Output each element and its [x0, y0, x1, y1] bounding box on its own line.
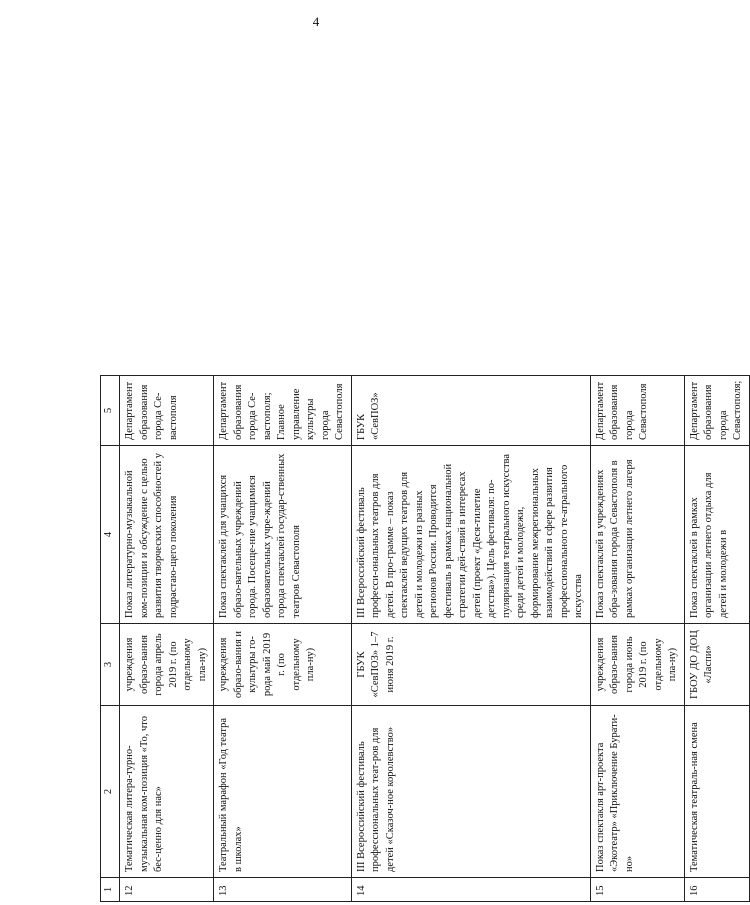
responsible: Департамент образования города Севастополя; — [684, 376, 749, 446]
table-row — [120, 58, 214, 902]
page-number: 4 — [312, 14, 320, 29]
event-description: Показ литературно-музыкальной ком-позиции и обсуждение с целью развития творческих способностей у подрастаю-щего поколения — [120, 446, 214, 624]
event-place-date: учреждения образо-вания города апрель 2019 г. (по отдельному пла-ну) — [120, 624, 214, 706]
header-cell: 5 — [101, 376, 120, 446]
row-number: 15 — [590, 878, 684, 902]
row-number: 16 — [684, 878, 749, 902]
event-description: Показ спектаклей для учащихся образо-вательных учреждений города. Посеще-ние учащимися образовательных учре-ждений города спектаклей государ-ственных театров Севастополя — [214, 446, 352, 624]
table-row — [214, 58, 352, 902]
event-name: III Всероссийский фестиваль профессиональных теат-ров для детей «Сказоч-ное королевство» — [351, 706, 590, 878]
header-cell: 1 — [101, 878, 120, 902]
event-description: III Всероссийский фестиваль професси-ональных театров для детей. В про-грамме – показ спектаклей ведущих театров для детей и молодежи из разных регионов России. Проводится фестиваль в рамках национальной стратегии дей-ствий в интересах детей (проект «Деся-тилетие детства»). Цель фестиваля: по-пуляризация театрального искусства среди детей и молодежи, формирование межрегиональных взаимодействий в сфере развития профессионального те-атрального искусства — [351, 446, 590, 624]
rotated-table-wrapper — [100, 58, 743, 902]
responsible: Департамент образования города Се-вастополя — [120, 376, 214, 446]
event-description: Показ спектаклей в рамках организации летнего отдыха для детей и молодежи в — [684, 446, 749, 624]
responsible: Департамент образования города Се-вастополя; Главное управление культуры города Севастополя — [214, 376, 352, 446]
table-header-row — [101, 58, 120, 902]
event-place-date: учреждения образо-вания и культуры го-рода май 2019 г. (по отдельному пла-ну) — [214, 624, 352, 706]
row-number: 12 — [120, 878, 214, 902]
events-table — [100, 57, 750, 902]
event-name: Тематическая театраль-ная смена — [684, 706, 749, 878]
table-row — [351, 58, 590, 902]
header-cell: 2 — [101, 706, 120, 878]
event-place-date: ГБОУ ДО ДОЦ «Ласпи» — [684, 624, 749, 706]
header-cell: 4 — [101, 446, 120, 624]
event-description: Показ спектаклей в учреждениях обра-зования города Севастополя в рамках организации летнего лагеря — [590, 446, 684, 624]
event-name: Театральный марафон «Год театра в школах» — [214, 706, 352, 878]
table-row — [684, 58, 749, 902]
event-place-date: ГБУК «СевПОЗ» 1–7 июня 2019 г. — [351, 624, 590, 706]
event-place-date: учреждения образо-вания города июнь 2019 г. (по отдельному пла-ну) — [590, 624, 684, 706]
event-name: Показ спектакля арт-проекта «Экотеатр» «Приключение Бурати-но» — [590, 706, 684, 878]
row-number: 13 — [214, 878, 352, 902]
header-cell: 3 — [101, 624, 120, 706]
responsible: ГБУК «СевПОЗ» — [351, 376, 590, 446]
table-row — [590, 58, 684, 902]
row-number: 14 — [351, 878, 590, 902]
responsible: Департамент образования города Севастополя — [590, 376, 684, 446]
event-name: Тематическая литера-турно-музыкальная ком-позиция «То, что бес-ценно для нас» — [120, 706, 214, 878]
